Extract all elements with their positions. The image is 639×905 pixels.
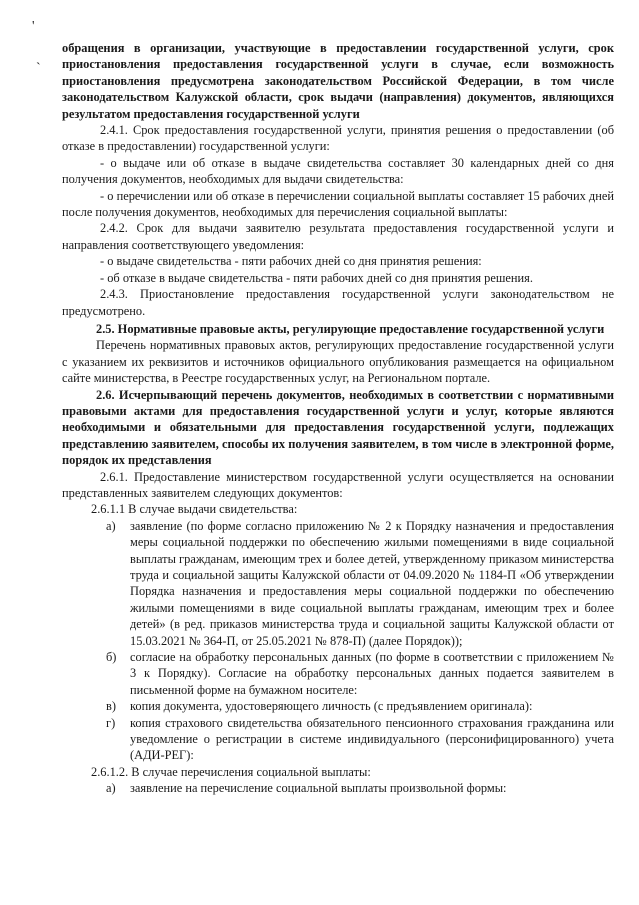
list-item: [62, 715, 614, 764]
list-item: [62, 518, 614, 649]
paragraph: - об отказе в выдаче свидетельства - пяти рабочих дней со дня принятия решения.: [100, 270, 533, 285]
list-item-text: заявление (по форме согласно приложению № 2 к Порядку назначения и предоставления меры социальной поддержки по обеспечению жилыми помещениями в виде социальной выплаты гражданам, имеющим трех и более детей, утвержденному приказом министерства труда и социальной защиты Калужской области от 04.09.2020 № 1184-П «Об утверждении Порядка назначения и предоставления меры социальной поддержки по обеспечению жилыми помещениями в виде социальной выплаты гражданам, имеющим трех и более детей» (в ред. приказов министерства труда и социальной защиты Калужской области от 15.03.2021 № 364-П, от 25.05.2021 № 878-П) (далее Порядок));: [130, 518, 614, 648]
list-item: [62, 780, 614, 796]
section-heading: обращения в организации, участвующие в предоставлении государственной услуги, срок приостановления предоставления государственной услуги в случае, если возможность приостановления предусмотрена законодательством Российской Федерации, в том числе законодательством Калужской области, срок выдачи (направления) документов, являющихся результатом предоставления государственной услуги: [62, 41, 614, 121]
list-item-label: б): [106, 650, 117, 665]
paragraph: - о выдаче или об отказе в выдаче свидетельства составляет 30 календарных дней со дня получения документов, необходимых для выдачи свидетельства:: [62, 155, 614, 187]
list-item: [62, 698, 614, 714]
scan-mark: ': [32, 19, 35, 34]
section-heading: 2.5. Нормативные правовые акты, регулирующие предоставление государственной услуги: [96, 321, 605, 336]
list-item: [62, 649, 614, 698]
list-item-label: а): [106, 518, 116, 533]
paragraph: - о перечислении или об отказе в перечислении социальной выплаты составляет 15 рабочих дней после получения документов, необходимых для перечисления социальной выплаты:: [62, 188, 614, 220]
scan-mark: `: [36, 61, 41, 76]
document-list: [62, 518, 614, 764]
paragraph: 2.4.1. Срок предоставления государственной услуги, принятия решения о предоставлении (об отказе в предоставлении) государственной услуги:: [62, 123, 614, 154]
list-item-text: копия страхового свидетельства обязательного пенсионного страхования гражданина или уведомление о регистрации в системе индивидуального (персонифицированного) учета (АДИ-РЕГ):: [130, 715, 614, 763]
document-page: [62, 40, 614, 797]
subsection-title: 2.6.1.1 В случае выдачи свидетельства:: [91, 502, 298, 517]
paragraph: 2.4.3. Приостановление предоставления государственной услуги законодательством не предусмотрено.: [62, 287, 614, 318]
list-item-label: а): [106, 781, 116, 796]
list-item-text: заявление на перечисление социальной выплаты произвольной формы:: [130, 781, 507, 796]
list-item-text: копия документа, удостоверяющего личность (с предъявлением оригинала):: [130, 699, 533, 714]
document-list: [62, 780, 614, 796]
paragraph: 2.6.1. Предоставление министерством государственной услуги осуществляется на основании представленных заявителем следующих документов:: [62, 469, 614, 500]
paragraph: - о выдаче свидетельства - пяти рабочих дней со дня принятия решения:: [100, 254, 482, 269]
paragraph: 2.4.2. Срок для выдачи заявителю результата предоставления государственной услуги и направления соответствующего уведомления:: [62, 221, 614, 252]
list-item-label: г): [106, 715, 116, 730]
section-heading: 2.6. Исчерпывающий перечень документов, необходимых в соответствии с нормативными правовыми актами для предоставления государственной услуги и услуг, которые являются необходимыми и обязательными для предоставления государственной услуги, подлежащих представлению заявителем, способы их получения заявителем, в том числе в электронной форме, порядок их представления: [62, 387, 614, 468]
subsection-title: 2.6.1.2. В случае перечисления социальной выплаты:: [91, 764, 371, 779]
list-item-text: согласие на обработку персональных данных (по форме в соответствии с приложением № 3 к Порядку). Согласие на обработку персональных данных подается заявителем в письменной форме на бумажном носителе:: [130, 650, 614, 697]
paragraph: Перечень нормативных правовых актов, регулирующих предоставление государственной услуги с указанием их реквизитов и источников официального опубликования размещается на официальном сайте министерства, в Реестре государственных услуг, на Региональном портале.: [62, 338, 614, 386]
list-item-label: в): [106, 699, 116, 714]
